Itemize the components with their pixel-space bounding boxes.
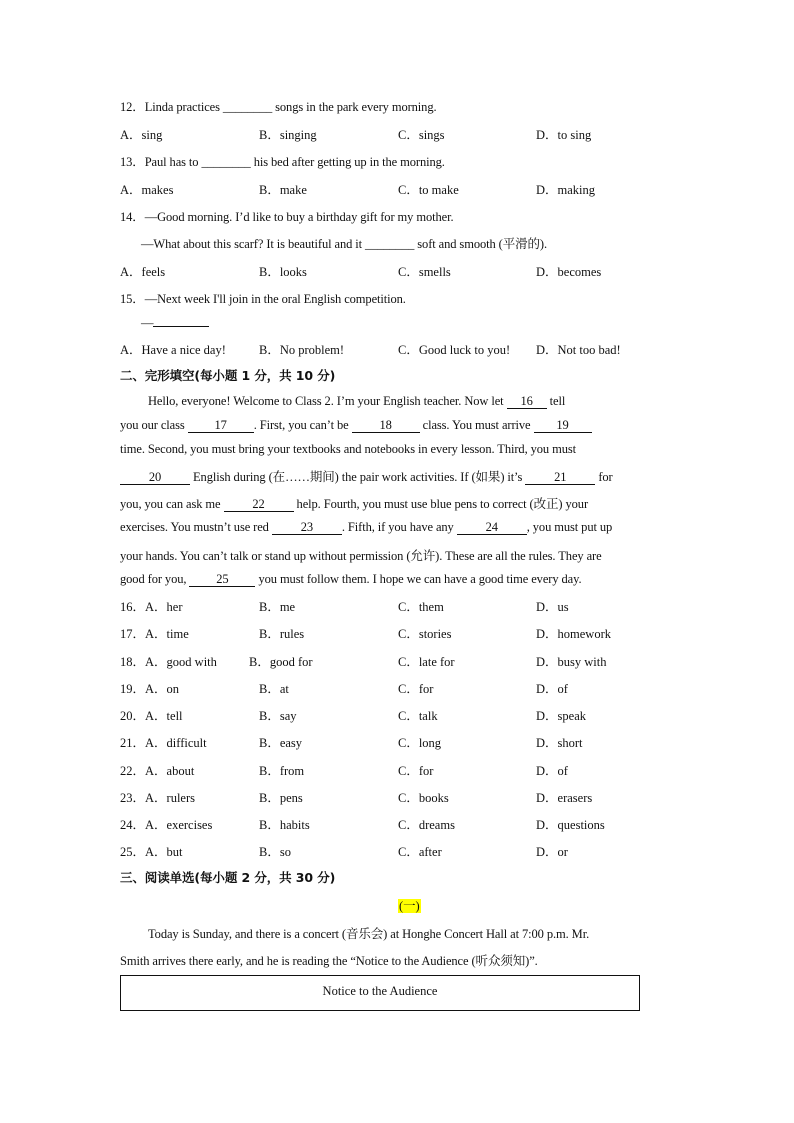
option-d[interactable]: D．of [536, 764, 568, 778]
passage-line-2 [120, 418, 592, 433]
question-14-line-1: 14．—Good morning. I’d like to buy a birthday gift for my mother. [120, 210, 454, 224]
blank-24[interactable]: 24 [457, 521, 527, 535]
option-d[interactable]: D．becomes [536, 265, 602, 279]
option-b[interactable]: B．rules [259, 627, 305, 641]
option-a[interactable]: 24．A．exercises [120, 818, 213, 832]
cloze-row-19 [120, 679, 680, 695]
dash: — [141, 316, 154, 330]
text: you must follow them. I hope we can have a good time every day. [255, 572, 582, 586]
blank-21[interactable]: 21 [525, 471, 595, 485]
option-d[interactable]: D．to sing [536, 128, 592, 142]
blank-23[interactable]: 23 [272, 521, 342, 535]
option-c[interactable]: C．after [398, 845, 442, 859]
option-d[interactable]: D．homework [536, 627, 611, 641]
option-b[interactable]: B．pens [259, 791, 303, 805]
option-c[interactable]: C．for [398, 764, 434, 778]
section-2-title: 二、完形填空(每小题 1 分，共 10 分) [120, 368, 336, 383]
option-d[interactable]: D．or [536, 845, 568, 859]
cloze-row-17 [120, 624, 680, 640]
option-d[interactable]: D．busy with [536, 655, 607, 669]
blank-19[interactable]: 19 [534, 419, 592, 433]
notice-title: Notice to the Audience [322, 984, 438, 998]
option-a[interactable]: A．Have a nice day! [120, 343, 226, 357]
cloze-row-25 [120, 842, 680, 858]
question-15-line-1: 15．—Next week I'll join in the oral English competition. [120, 292, 406, 306]
cloze-row-21 [120, 733, 680, 749]
option-d[interactable]: D．of [536, 682, 568, 696]
section-3-title: 三、阅读单选(每小题 2 分，共 30 分) [120, 870, 336, 885]
option-b[interactable]: B．say [259, 709, 297, 723]
text: help. Fourth, you must use blue pens to correct (改正) your [293, 497, 589, 511]
cloze-row-23 [120, 788, 680, 804]
passage-line-3: time. Second, you must bring your textbooks and notebooks in every lesson. Third, you must [120, 442, 577, 456]
passage-line-5 [120, 494, 588, 512]
option-b[interactable]: B．make [259, 183, 307, 197]
part-one-highlight: (一) [399, 899, 420, 913]
option-c[interactable]: C．long [398, 736, 442, 750]
cloze-row-16 [120, 597, 680, 613]
text: class. You must arrive [419, 418, 534, 432]
text: you our class [120, 418, 188, 432]
option-c[interactable]: C．dreams [398, 818, 455, 832]
option-c[interactable]: C．them [398, 600, 444, 614]
passage-line-6 [120, 520, 612, 535]
option-b[interactable]: B．easy [259, 736, 303, 750]
question-14-options [120, 262, 680, 278]
option-a[interactable]: 16．A．her [120, 600, 183, 614]
option-a[interactable]: 20．A．tell [120, 709, 183, 723]
text: good for you, [120, 572, 190, 586]
option-c[interactable]: C．smells [398, 265, 451, 279]
reading-line-2: Smith arrives there early, and he is reading the “Notice to the Audience (听众须知)”. [120, 954, 538, 968]
option-b[interactable]: B．good for [249, 655, 313, 669]
option-b[interactable]: B．me [259, 600, 296, 614]
option-a[interactable]: 19．A．on [120, 682, 180, 696]
option-a[interactable]: 17．A．time [120, 627, 189, 641]
notice-box [120, 975, 640, 1011]
blank-20[interactable]: 20 [120, 471, 190, 485]
option-c[interactable]: C．late for [398, 655, 455, 669]
blank-17[interactable]: 17 [188, 419, 254, 433]
text: , you must put up [526, 520, 613, 534]
option-c[interactable]: C．stories [398, 627, 452, 641]
option-c[interactable]: C．for [398, 682, 434, 696]
text: Hello, everyone! Welcome to Class 2. I’m your English teacher. Now let [148, 394, 507, 408]
text: . First, you can’t be [253, 418, 352, 432]
option-c[interactable]: C．books [398, 791, 449, 805]
text: English during (在……期间) the pair work activities. If (如果) it’s [190, 470, 526, 484]
text: you, you can ask me [120, 497, 224, 511]
passage-line-8 [120, 572, 581, 587]
text: tell [546, 394, 566, 408]
option-a[interactable]: A．feels [120, 265, 166, 279]
option-a[interactable]: 18．A．good with [120, 655, 217, 669]
question-13-stem: 13．Paul has to ________ his bed after getting up in the morning. [120, 155, 445, 169]
option-c[interactable]: C．Good luck to you! [398, 343, 511, 357]
answer-blank[interactable] [153, 316, 209, 327]
option-d[interactable]: D．making [536, 183, 596, 197]
passage-line-7: your hands. You can’t talk or stand up without permission (允许). These are all the rules. They are [120, 549, 602, 563]
option-b[interactable]: B．from [259, 764, 305, 778]
passage-line-4 [120, 467, 613, 485]
option-d[interactable]: D．us [536, 600, 569, 614]
option-b[interactable]: B．so [259, 845, 291, 859]
question-12-options [120, 125, 680, 141]
option-d[interactable]: D．questions [536, 818, 605, 832]
question-15-options [120, 340, 680, 356]
option-d[interactable]: D．speak [536, 709, 586, 723]
option-b[interactable]: B．singing [259, 128, 317, 142]
option-c[interactable]: C．sings [398, 128, 445, 142]
text: for [595, 470, 613, 484]
option-d[interactable]: D．Not too bad! [536, 343, 621, 357]
option-b[interactable]: B．at [259, 682, 289, 696]
option-c[interactable]: C．to make [398, 183, 459, 197]
question-14-line-2: —What about this scarf? It is beautiful and it ________ soft and smooth (平滑的). [141, 237, 548, 251]
option-d[interactable]: D．short [536, 736, 583, 750]
cloze-row-24 [120, 815, 680, 831]
part-label [398, 896, 421, 914]
question-15-line-2 [141, 316, 209, 331]
blank-25[interactable]: 25 [189, 573, 255, 587]
option-a[interactable]: A．makes [120, 183, 174, 197]
option-d[interactable]: D．erasers [536, 791, 593, 805]
option-a[interactable]: A．sing [120, 128, 163, 142]
cloze-row-18 [120, 652, 680, 668]
blank-18[interactable]: 18 [352, 419, 420, 433]
option-a[interactable]: 25．A．but [120, 845, 183, 859]
option-b[interactable]: B．looks [259, 265, 307, 279]
option-c[interactable]: C．talk [398, 709, 438, 723]
reading-line-1: Today is Sunday, and there is a concert (音乐会) at Honghe Concert Hall at 7:00 p.m. Mr. [148, 927, 590, 941]
cloze-row-20 [120, 706, 680, 722]
option-a[interactable]: 22．A．about [120, 764, 195, 778]
cloze-row-22 [120, 761, 680, 777]
option-b[interactable]: B．habits [259, 818, 310, 832]
text: exercises. You mustn’t use red [120, 520, 272, 534]
question-13-options [120, 180, 680, 196]
question-12-stem: 12．Linda practices ________ songs in the park every morning. [120, 100, 437, 114]
passage-line-1 [148, 394, 565, 409]
option-a[interactable]: 23．A．rulers [120, 791, 196, 805]
blank-22[interactable]: 22 [224, 498, 294, 512]
option-b[interactable]: B．No problem! [259, 343, 345, 357]
text: . Fifth, if you have any [341, 520, 457, 534]
blank-16[interactable]: 16 [507, 395, 547, 409]
option-a[interactable]: 21．A．difficult [120, 736, 207, 750]
